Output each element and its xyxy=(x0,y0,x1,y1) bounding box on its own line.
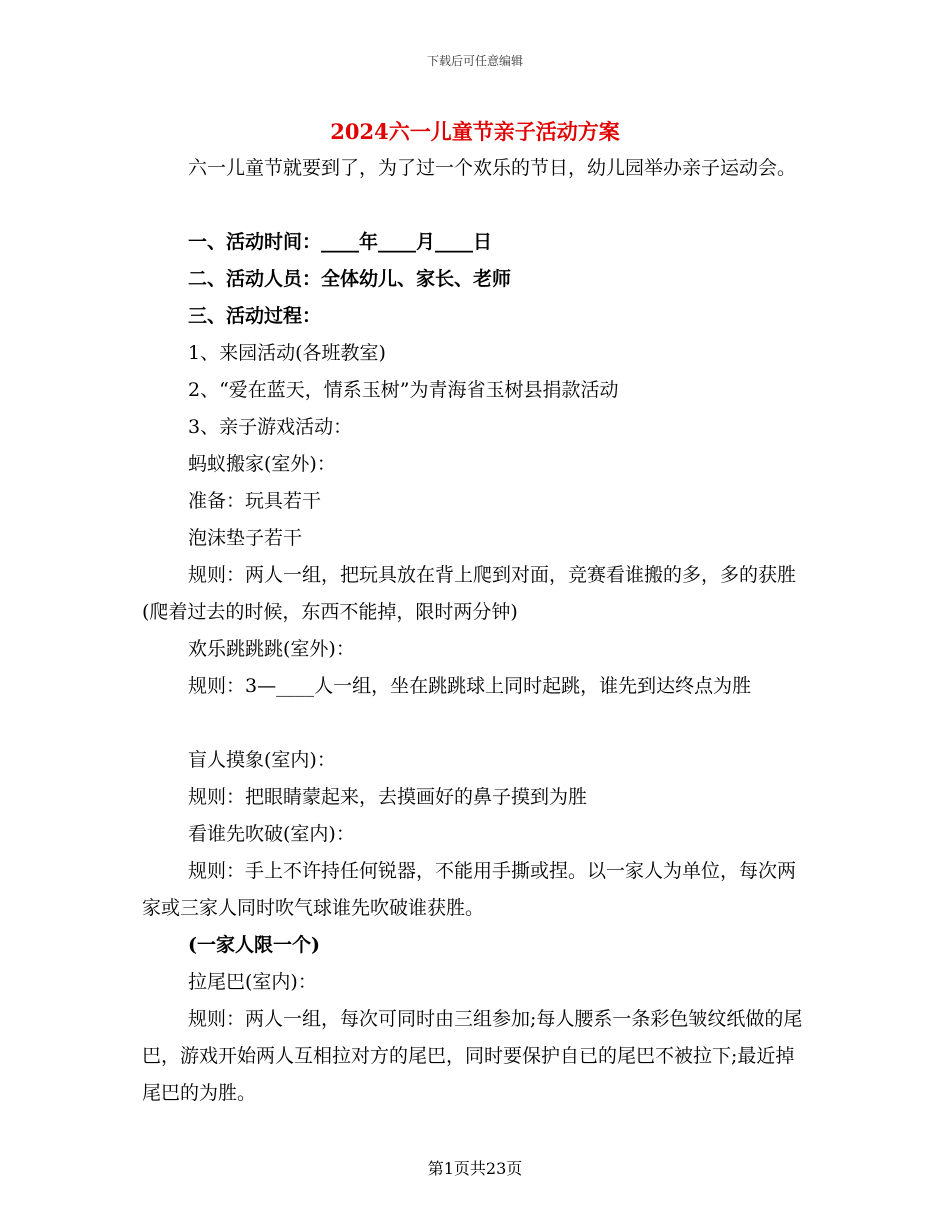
page-number: 第1页共23页 xyxy=(427,1159,523,1178)
list-item-3: 3、亲子游戏活动： xyxy=(188,416,353,438)
list-item-1: 1、来园活动(各班教室) xyxy=(188,342,386,364)
game-balloon-note: (一家人限一个) xyxy=(188,934,320,956)
game-balloon-title: 看谁先吹破(室内)： xyxy=(188,823,355,845)
game-jump-rules: 规则：3—____人一组，坐在跳跳球上同时起跳，谁先到达终点为胜 xyxy=(188,675,752,697)
page-header-note: 下载后可任意编辑 xyxy=(426,54,523,68)
intro-paragraph: 六一儿童节就要到了，为了过一个欢乐的节日，幼儿园举办亲子运动会。 xyxy=(188,157,797,179)
game-ant-moving-prep-2: 泡沫垫子若干 xyxy=(188,527,303,549)
game-tail-title: 拉尾巴(室内)： xyxy=(188,971,317,993)
game-ant-moving-title: 蚂蚁搬家(室外)： xyxy=(188,453,336,475)
document-title: 2024六一儿童节亲子活动方案 xyxy=(330,119,620,144)
game-blind-title: 盲人摸象(室内)： xyxy=(188,749,336,771)
game-tail-rules: 规则：两人一组，每次可同时由三组参加;每人腰系一条彩色皱纹纸做的尾巴，游戏开始两人互相拉对方的尾巴，同时要保护自已的尾巴不被拉下;最近掉尾巴的为胜。 xyxy=(142,1008,803,1104)
list-item-2: 2、“爱在蓝天，情系玉树”为青海省玉树县捐款活动 xyxy=(188,379,619,401)
game-balloon-rules: 规则：手上不许持任何锐器，不能用手撕或捏。以一家人为单位，每次两家或三家人同时吹气球谁先吹破谁获胜。 xyxy=(142,860,797,919)
game-jump-title: 欢乐跳跳跳(室外)： xyxy=(188,638,355,660)
section-participants: 二、活动人员：全体幼儿、家长、老师 xyxy=(188,268,512,290)
game-blind-rules: 规则：把眼睛蒙起来，去摸画好的鼻子摸到为胜 xyxy=(188,786,588,808)
game-ant-moving-prep: 准备：玩具若干 xyxy=(188,490,322,512)
game-ant-moving-rules: 规则：两人一组，把玩具放在背上爬到对面，竞赛看谁搬的多，多的获胜(爬着过去的时候，东西不能掉，限时两分钟) xyxy=(142,564,797,623)
section-process: 三、活动过程： xyxy=(188,305,322,327)
section-time: 一、活动时间：____年____月____日 xyxy=(188,231,493,253)
